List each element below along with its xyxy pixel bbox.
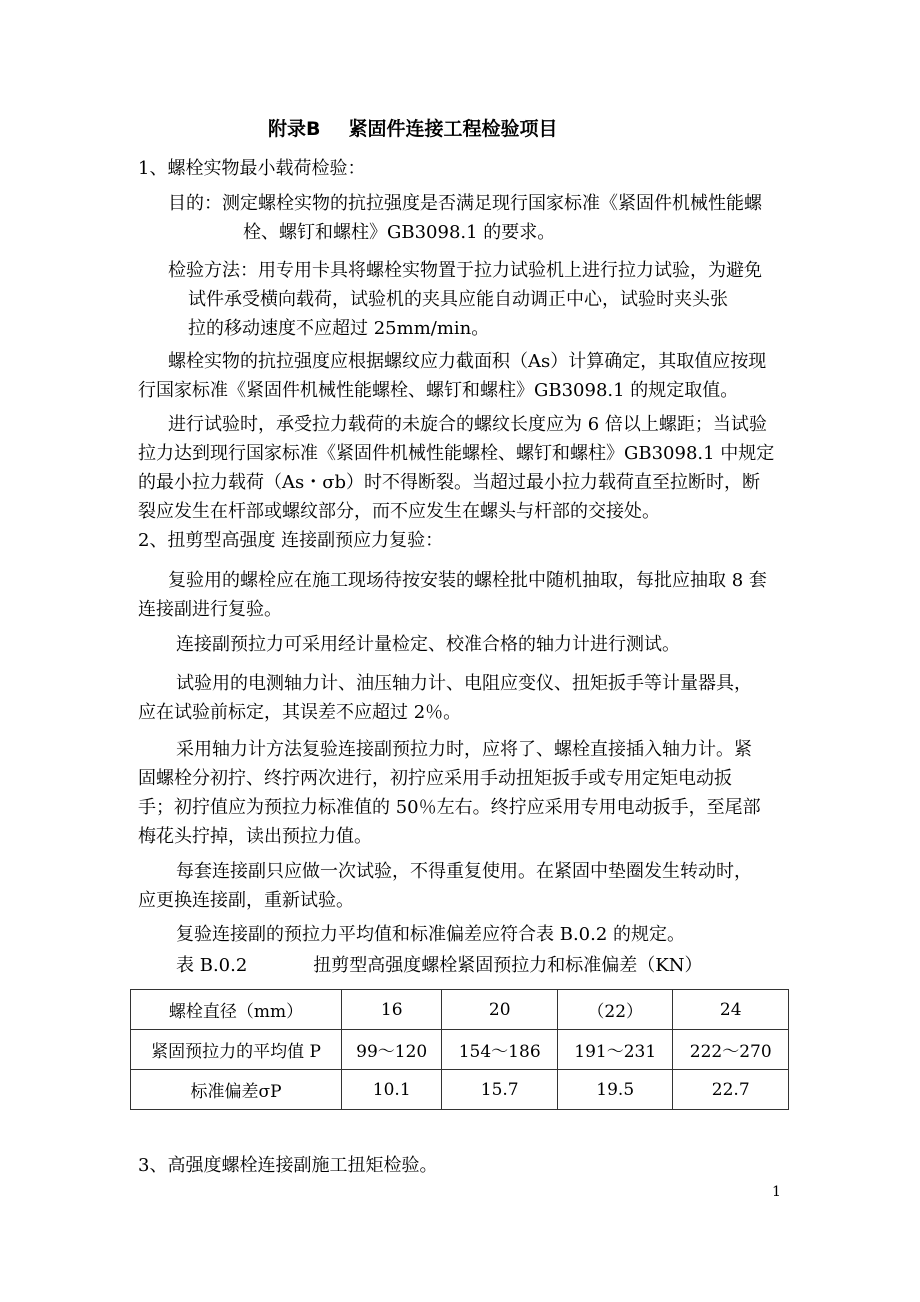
page-number: 1 <box>772 1184 781 1200</box>
page-title <box>268 114 558 141</box>
paragraph-8 <box>138 735 798 851</box>
paragraph-4 <box>138 410 798 526</box>
line: 梅花头拧掉，读出预拉力值。 <box>138 826 372 847</box>
line: 拉力达到现行国家标准《紧固件机械性能螺栓、螺钉和螺柱》GB3098.1 中规定 <box>138 443 775 464</box>
line: 应在试验前标定，其误差不应超过 2％。 <box>138 702 462 723</box>
purpose-paragraph <box>168 189 828 247</box>
line: 采用轴力计方法复验连接副预拉力时，应将了、螺栓直接插入轴力计。紧 <box>176 739 752 760</box>
table-cell: 16 <box>342 990 442 1030</box>
table-row <box>131 1070 789 1110</box>
pretension-table <box>130 989 789 1110</box>
paragraph-7 <box>138 669 798 727</box>
line: 固螺栓分初拧、终拧两次进行，初拧应采用手动扭矩扳手或专用定矩电动扳 <box>138 768 732 789</box>
table-caption <box>176 951 703 977</box>
method-paragraph <box>168 256 828 343</box>
table-cell: 10.1 <box>342 1070 442 1110</box>
line: 连接副预拉力可采用经计量检定、校准合格的轴力计进行测试。 <box>176 634 680 655</box>
table-cell: （22） <box>557 990 673 1030</box>
section-heading-2: 2、扭剪型高强度 连接副预应力复验： <box>138 530 444 551</box>
table-cell: 19.5 <box>557 1070 673 1110</box>
line: 连接副进行复验。 <box>138 599 282 620</box>
line: 拉的移动速度不应超过 25mm/min。 <box>188 318 490 339</box>
table-cell: 99～120 <box>342 1030 442 1070</box>
line: 复验连接副的预拉力平均值和标准偏差应符合表 B.0.2 的规定。 <box>176 924 686 945</box>
table-cell: 螺栓直径（mm） <box>131 990 342 1030</box>
line: 试件承受横向载荷，试验机的夹具应能自动调正中心，试验时夹头张 <box>188 289 728 310</box>
table-row <box>131 990 789 1030</box>
line: 行国家标准《紧固件机械性能螺栓、螺钉和螺柱》GB3098.1 的规定取值。 <box>138 380 739 401</box>
paragraph-5 <box>138 566 798 624</box>
paragraph-6 <box>138 630 798 659</box>
section-heading-1: 1、螺栓实物最小载荷检验： <box>138 158 366 179</box>
line: 应更换连接副，重新试验。 <box>138 890 354 911</box>
line: 复验用的螺栓应在施工现场待按安装的螺栓批中随机抽取，每批应抽取 8 套 <box>168 570 767 591</box>
line: 检验方法：用专用卡具将螺栓实物置于拉力试验机上进行拉力试验，为避免 <box>168 260 762 281</box>
line: 的最小拉力载荷（As・σb）时不得断裂。当超过最小拉力载荷直至拉断时，断 <box>138 472 761 493</box>
line: 每套连接副只应做一次试验，不得重复使用。在紧固中垫圈发生转动时， <box>176 861 752 882</box>
table-cell: 标准偏差σP <box>131 1070 342 1110</box>
line: 栓、螺钉和螺柱》GB3098.1 的要求。 <box>243 222 556 243</box>
line: 螺栓实物的抗拉强度应根据螺纹应力截面积（As）计算确定，其取值应按现 <box>168 351 767 372</box>
table-cell: 222～270 <box>673 1030 789 1070</box>
table-cell: 24 <box>673 990 789 1030</box>
line: 试验用的电测轴力计、油压轴力计、电阻应变仪、扭矩扳手等计量器具， <box>176 673 752 694</box>
table-cell: 22.7 <box>673 1070 789 1110</box>
paragraph-10 <box>138 920 798 949</box>
line: 目的：测定螺栓实物的抗拉强度是否满足现行国家标准《紧固件机械性能螺 <box>168 193 762 214</box>
line: 裂应发生在杆部或螺纹部分，而不应发生在螺头与杆部的交接处。 <box>138 501 660 522</box>
table-row <box>131 1030 789 1070</box>
paragraph-3 <box>138 347 798 405</box>
paragraph-9 <box>138 857 798 915</box>
table-number: 表 B.0.2 <box>176 955 248 976</box>
title-text: 紧固件连接工程检验项目 <box>348 118 558 140</box>
table-cell: 191～231 <box>557 1030 673 1070</box>
table-cell: 紧固预拉力的平均值 P <box>131 1030 342 1070</box>
line: 手；初拧值应为预拉力标准值的 50％左右。终拧应采用专用电动扳手，至尾部 <box>138 797 761 818</box>
table-cell: 15.7 <box>442 1070 558 1110</box>
table-title: 扭剪型高强度螺栓紧固预拉力和标准偏差（KN） <box>313 955 703 976</box>
appendix-label: 附录B <box>268 118 321 140</box>
table-cell: 20 <box>442 990 558 1030</box>
line: 进行试验时，承受拉力载荷的未旋合的螺纹长度应为 6 倍以上螺距；当试验 <box>168 414 767 435</box>
section-heading-3: 3、高强度螺栓连接副施工扭矩检验。 <box>138 1155 438 1176</box>
table-cell: 154～186 <box>442 1030 558 1070</box>
